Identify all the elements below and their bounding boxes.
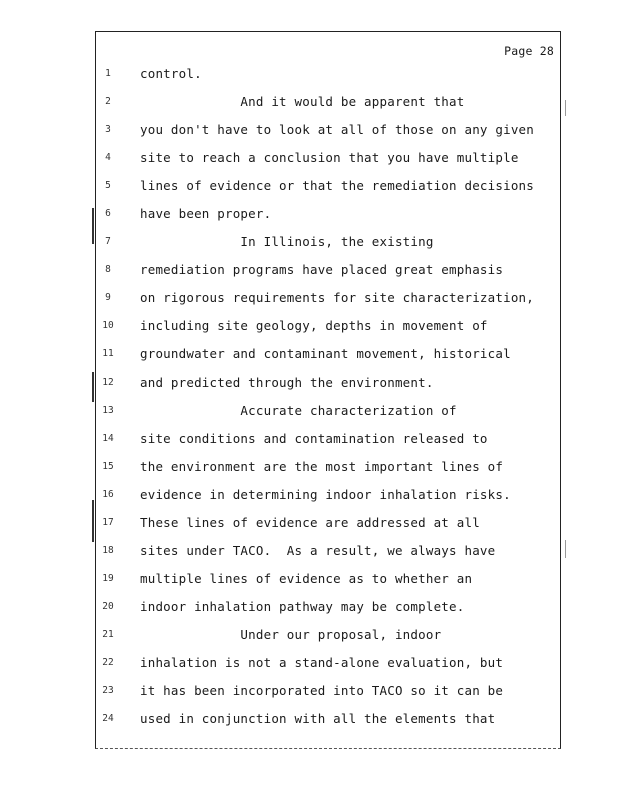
line-text: lines of evidence or that the remediation decisions bbox=[140, 178, 535, 194]
line-number: 6 bbox=[105, 208, 111, 220]
line-number: 13 bbox=[102, 404, 114, 416]
line-number: 19 bbox=[102, 572, 114, 584]
line-number: 5 bbox=[105, 180, 111, 192]
line-number: 11 bbox=[102, 348, 114, 360]
line-number: 18 bbox=[102, 544, 114, 556]
line-text: remediation programs have placed great emphasis bbox=[140, 262, 504, 278]
line-number: 7 bbox=[105, 236, 111, 248]
transcript-line bbox=[0, 705, 618, 733]
line-number: 17 bbox=[102, 516, 114, 528]
line-number: 24 bbox=[102, 713, 114, 725]
line-text: site conditions and contamination released to bbox=[140, 430, 488, 446]
transcript-line bbox=[0, 677, 618, 705]
line-number: 21 bbox=[102, 628, 114, 640]
line-text: have been proper. bbox=[140, 206, 272, 222]
line-text: site to reach a conclusion that you have multiple bbox=[140, 150, 519, 166]
line-number: 22 bbox=[102, 656, 114, 668]
transcript-line bbox=[0, 593, 618, 621]
line-text: inhalation is not a stand-alone evaluation, but bbox=[140, 654, 504, 670]
line-text: sites under TACO. As a result, we always have bbox=[140, 542, 496, 558]
transcript-line bbox=[0, 453, 618, 481]
transcript-line bbox=[0, 312, 618, 340]
line-text: and predicted through the environment. bbox=[140, 374, 434, 390]
line-text: it has been incorporated into TACO so it can be bbox=[140, 683, 504, 699]
page-number: Page 28 bbox=[504, 44, 554, 58]
line-text: Accurate characterization of bbox=[140, 402, 457, 418]
transcript-line bbox=[0, 565, 618, 593]
line-number: 20 bbox=[102, 600, 114, 612]
line-text: evidence in determining indoor inhalation risks. bbox=[140, 486, 511, 502]
transcript-line bbox=[0, 172, 618, 200]
line-number: 23 bbox=[102, 685, 114, 697]
line-number: 1 bbox=[105, 68, 111, 79]
line-number: 4 bbox=[105, 152, 111, 164]
line-text: And it would be apparent that bbox=[140, 94, 465, 110]
transcript-line bbox=[0, 340, 618, 368]
line-text: groundwater and contaminant movement, historical bbox=[140, 346, 511, 362]
transcript-line bbox=[0, 256, 618, 284]
transcript-line bbox=[0, 649, 618, 677]
transcript-line bbox=[0, 425, 618, 453]
transcript-line bbox=[0, 200, 618, 228]
line-text: you don't have to look at all of those on any given bbox=[140, 122, 535, 138]
line-text: These lines of evidence are addressed at all bbox=[140, 514, 480, 530]
transcript-line bbox=[0, 397, 618, 425]
transcript-line bbox=[0, 369, 618, 397]
line-text: used in conjunction with all the elements that bbox=[140, 711, 496, 727]
line-text: Under our proposal, indoor bbox=[140, 626, 442, 642]
transcript-line bbox=[0, 116, 618, 144]
line-text: including site geology, depths in movement of bbox=[140, 318, 488, 334]
line-number: 3 bbox=[105, 124, 111, 136]
transcript-body bbox=[0, 60, 618, 733]
transcript-line bbox=[0, 509, 618, 537]
transcript-line bbox=[0, 621, 618, 649]
line-text: indoor inhalation pathway may be complete. bbox=[140, 598, 465, 614]
line-number: 14 bbox=[102, 432, 114, 444]
line-text: the environment are the most important lines of bbox=[140, 458, 504, 474]
line-number: 16 bbox=[102, 488, 114, 500]
line-number: 15 bbox=[102, 460, 114, 472]
transcript-line bbox=[0, 228, 618, 256]
line-text: control. bbox=[140, 66, 202, 81]
line-number: 9 bbox=[105, 292, 111, 304]
transcript-line bbox=[0, 88, 618, 116]
line-text: In Illinois, the existing bbox=[140, 234, 434, 250]
transcript-line bbox=[0, 284, 618, 312]
line-text: on rigorous requirements for site characterization, bbox=[140, 290, 535, 306]
line-number: 10 bbox=[102, 320, 114, 332]
transcript-line bbox=[0, 537, 618, 565]
transcript-line bbox=[0, 144, 618, 172]
line-number: 8 bbox=[105, 264, 111, 276]
line-number: 12 bbox=[102, 376, 114, 388]
line-number: 2 bbox=[105, 96, 111, 108]
transcript-line bbox=[0, 481, 618, 509]
line-text: multiple lines of evidence as to whether an bbox=[140, 570, 473, 586]
transcript-line bbox=[0, 60, 618, 88]
